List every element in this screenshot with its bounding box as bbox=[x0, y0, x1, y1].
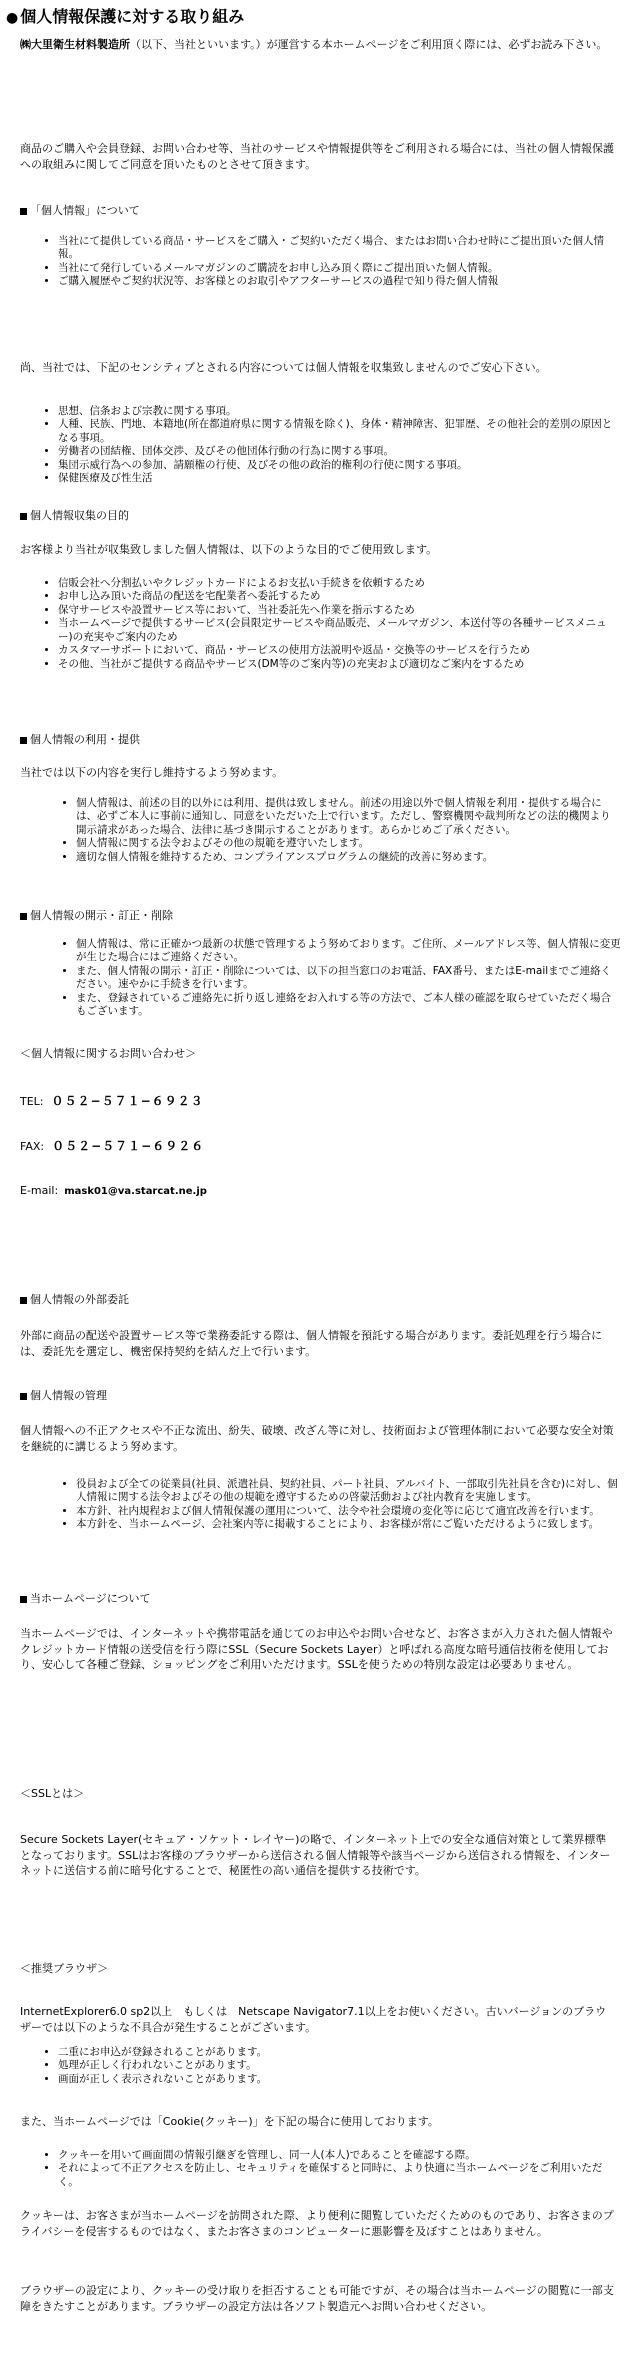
list-item: • その他、当社がご提供する商品やサービス(DM等のご案内等)の充実および適切なご案内をするため bbox=[58, 658, 618, 671]
cookie-list bbox=[40, 2149, 618, 2189]
list-item: • 本方針を、当ホームページ、会社案内等に掲載することにより、お客様が常にご覧いただけるように致します。 bbox=[76, 1518, 621, 1531]
page-title bbox=[6, 6, 244, 29]
tel-label: TEL: bbox=[20, 1095, 44, 1108]
browser-issues-list bbox=[40, 2046, 618, 2086]
list-item: • 集団示威行為への参加、請願権の行使、及びその他の政治的権利の行使に関する事項。 bbox=[58, 459, 618, 472]
list-item: • クッキーを用いて画面間の情報引継ぎを管理し、同一人(本人)であることを確認する際。 bbox=[58, 2149, 618, 2162]
heading-text: 個人情報の外部委託 bbox=[30, 1293, 129, 1306]
list-item: • 個人情報に関する法令およびその他の規範を遵守いたします。 bbox=[76, 837, 621, 850]
list-item: • 適切な個人情報を維持するため、コンプライアンスプログラムの継続的改善に努めます。 bbox=[76, 851, 621, 864]
list-item: • カスタマーサポートにおいて、商品・サービスの使用方法説明や返品・交換等のサービスを行うため bbox=[58, 644, 618, 657]
list-item: • 当社にて提供している商品・サービスをご購入・ご契約いただく場合、またはお問い合わせ時にご提出頂いた個人情報。 bbox=[58, 235, 618, 262]
intro-paragraph bbox=[20, 37, 614, 53]
contact-email bbox=[20, 1183, 207, 1199]
list-item: • お申し込み頂いた商品の配送を宅配業者へ委託するため bbox=[58, 590, 618, 603]
square-bullet-icon bbox=[20, 737, 27, 744]
section-heading-outsourcing bbox=[20, 1292, 129, 1308]
section-heading-homepage bbox=[20, 1591, 151, 1607]
list-item: • 人種、民族、門地、本籍地(所在都道府県に関する情報を除く)、身体・精神障害、犯罪歴、その他社会的差別の原因となる事項。 bbox=[58, 418, 618, 445]
contact-fax bbox=[20, 1138, 204, 1155]
heading-text: 個人情報の管理 bbox=[30, 1389, 107, 1402]
use-list bbox=[58, 797, 621, 864]
consent-paragraph: 商品のご購入や会員登録、お問い合わせ等、当社のサービスや情報提供等をご利用される場合には、当社の個人情報保護への取組みに関してご同意を頂いたものとさせて頂きます。 bbox=[20, 142, 614, 171]
square-bullet-icon bbox=[20, 1297, 27, 1304]
homepage-paragraph: 当ホームページでは、インターネットや携帯電話を通じてのお申込やお問い合せなど、お客さまが入力された個人情報やクレジットカード情報の送受信を行う際にSSL（Secure Sockets Layer）と呼ばれる高度な暗号通信技術を使用しており、安心して各種ご登録、ショッピングをご利用いただけます。SSLを使うための特別な設定は必要ありません。 bbox=[20, 1627, 613, 1672]
sensitive-list bbox=[40, 405, 618, 486]
intro-text: （以下、当社といいます。）が運営する本ホームページをご利用頂く際には、必ずお読み下さい。 bbox=[130, 38, 608, 51]
heading-text: 個人情報の開示・訂正・削除 bbox=[30, 909, 173, 922]
management-paragraph: 個人情報への不正アクセスや不正な流出、紛失、破壊、改ざん等に対し、技術面および管理体制において必要な安全対策を継続的に講じるよう努めます。 bbox=[20, 1424, 614, 1453]
list-item: • 本方針、社内規程および個人情報保護の運用について、法令や社会環境の変化等に応じて適宜改善を行います。 bbox=[76, 1505, 621, 1518]
section-heading-management bbox=[20, 1388, 107, 1404]
title-bullet-icon: ● bbox=[6, 10, 19, 26]
email-address[interactable]: mask01@va.starcat.ne.jp bbox=[64, 1186, 207, 1197]
heading-text: 「個人情報」について bbox=[30, 204, 140, 217]
list-item: • 役員および全ての従業員(社員、派遣社員、契約社員、パート社員、アルバイト、一部取引先社員を含む)に対し、個人情報に関する法令およびその他の規範を遵守するための啓蒙活動および社内教育を実施します。 bbox=[76, 1478, 621, 1505]
sensitive-paragraph: 尚、当社では、下記のセンシティブとされる内容については個人情報を収集致しませんのでご安心下さい。 bbox=[20, 361, 547, 374]
section-heading-personal-info bbox=[20, 203, 140, 219]
square-bullet-icon bbox=[20, 513, 27, 520]
ssl-heading: ＜SSLとは＞ bbox=[20, 1787, 85, 1800]
personal-info-list bbox=[40, 235, 618, 289]
email-label: E-mail: bbox=[20, 1184, 59, 1197]
ssl-paragraph: Secure Sockets Layer(セキュア・ソケット・レイヤー)の略で、インターネット上での安全な通信対策として業界標準となっております。SSLはお客様のブラウザーから送信される個人情報等や該当ページから送信される情報を、インターネットに送信する前に暗号化することで、秘匿性の高い通信を提供する技術です。 bbox=[20, 1833, 611, 1878]
square-bullet-icon bbox=[20, 1393, 27, 1400]
list-item: • 当ホームページで提供するサービス(会員限定サービスや商品販売、メールマガジン、本送付等の各種サービスメニュー)の充実やご案内のため bbox=[58, 617, 618, 644]
page-title-text: 個人情報保護に対する取り組み bbox=[20, 7, 245, 26]
list-item: • ご購入履歴やご契約状況等、お客様とのお取引やアフターサービスの過程で知り得た個人情報 bbox=[58, 275, 618, 288]
tel-number: ０５２−５７１−６９２３ bbox=[51, 1094, 204, 1108]
company-name: ㈱大里衛生材料製造所 bbox=[20, 38, 130, 51]
list-item: • 労働者の団結権、団体交渉、及びその他団体行動の行為に関する事項。 bbox=[58, 445, 618, 458]
fax-number: ０５２−５７１−６９２６ bbox=[52, 1139, 205, 1153]
heading-text: 個人情報収集の目的 bbox=[30, 509, 129, 522]
list-item: • 個人情報は、前述の目的以外には利用、提供は致しません。前述の用途以外で個人情報を利用・提供する場合には、必ずご本人に事前に通知し、同意をいただいた上で行います。ただし、警察機関や裁判所などの法的機関より開示請求があった場合、法律に基づき開示することがあります。あらかじめご了承ください。 bbox=[76, 797, 621, 837]
use-paragraph: 当社では以下の内容を実行し維持するよう努めます。 bbox=[20, 766, 284, 779]
cookie-paragraph-3: ブラウザーの設定により、クッキーの受け取りを拒否することも可能ですが、その場合は当ホームページの閲覧に一部支障をきたすことがあります。ブラウザーの設定方法は各ソフト製造元へお問い合わせください。 bbox=[20, 2284, 614, 2313]
list-item: • 保守サービスや設置サービス等において、当社委託先へ作業を指示するため bbox=[58, 604, 618, 617]
square-bullet-icon bbox=[20, 1596, 27, 1603]
heading-text: 当ホームページについて bbox=[30, 1592, 151, 1605]
square-bullet-icon bbox=[20, 208, 27, 215]
section-heading-disclosure bbox=[20, 908, 173, 924]
section-heading-use bbox=[20, 732, 140, 748]
list-item: • 信販会社へ分割払いやクレジットカードによるお支払い手続きを依頼するため bbox=[58, 577, 618, 590]
list-item: • 処理が正しく行われないことがあります。 bbox=[58, 2059, 618, 2072]
heading-text: 個人情報の利用・提供 bbox=[30, 733, 140, 746]
fax-label: FAX: bbox=[20, 1140, 45, 1153]
list-item: • 保健医療及び性生活 bbox=[58, 472, 618, 485]
browser-paragraph: InternetExplorer6.0 sp2以上 もしくは Netscape Navigator7.1以上をお使いください。古いバージョンのブラウザーでは以下のような不具合が発生することがございます。 bbox=[20, 2005, 607, 2034]
list-item: • 当社にて発行しているメールマガジンのご購読をお申し込み頂く際にご提出頂いた個人情報。 bbox=[58, 262, 618, 275]
list-item: • また、登録されているご連絡先に折り返し連絡をお入れする等の方法で、ご本人様の確認を取らせていただく場合もございます。 bbox=[76, 992, 621, 1019]
cookie-paragraph: また、当ホームページでは「Cookie(クッキー)」を下記の場合に使用しております。 bbox=[20, 2115, 439, 2128]
list-item: • 個人情報は、常に正確かつ最新の状態で管理するよう努めております。ご住所、メールアドレス等、個人情報に変更が生じた場合にはご連絡ください。 bbox=[76, 938, 621, 965]
section-heading-purpose bbox=[20, 508, 129, 524]
purpose-list bbox=[40, 577, 618, 671]
outsourcing-paragraph: 外部に商品の配送や設置サービス等で業務委託する際は、個人情報を預託する場合があります。委託処理を行う場合には、委託先を選定し、機密保持契約を結んだ上で行います。 bbox=[20, 1329, 603, 1358]
contact-heading: ＜個人情報に関するお問い合わせ＞ bbox=[20, 1047, 196, 1060]
list-item: • それによって不正アクセスを防止し、セキュリティを確保すると同時に、より快適に当ホームページをご利用いただく。 bbox=[58, 2162, 618, 2189]
management-list bbox=[58, 1478, 621, 1532]
cookie-paragraph-2: クッキーは、お客さまが当ホームページを訪問された際、より便利に閲覧していただくためのものであり、お客さまのプライバシーを侵害するものではなく、またお客さまのコンピューターに悪影響を及ぼすことはありません。 bbox=[20, 2209, 614, 2238]
square-bullet-icon bbox=[20, 913, 27, 920]
disclosure-list bbox=[58, 938, 621, 1019]
contact-tel bbox=[20, 1093, 204, 1110]
list-item: • 思想、信条および宗教に関する事項。 bbox=[58, 405, 618, 418]
list-item: • 画面が正しく表示されないことがあります。 bbox=[58, 2073, 618, 2086]
purpose-paragraph: お客様より当社が収集致しました個人情報は、以下のような目的でご使用致します。 bbox=[20, 543, 438, 556]
browser-heading: ＜推奨ブラウザ＞ bbox=[20, 1962, 108, 1975]
list-item: • 二重にお申込が登録されることがあります。 bbox=[58, 2046, 618, 2059]
list-item: • また、個人情報の開示・訂正・削除については、以下の担当窓口のお電話、FAX番号、またはE-mailまでご連絡ください。速やかに手続きを行います。 bbox=[76, 965, 621, 992]
